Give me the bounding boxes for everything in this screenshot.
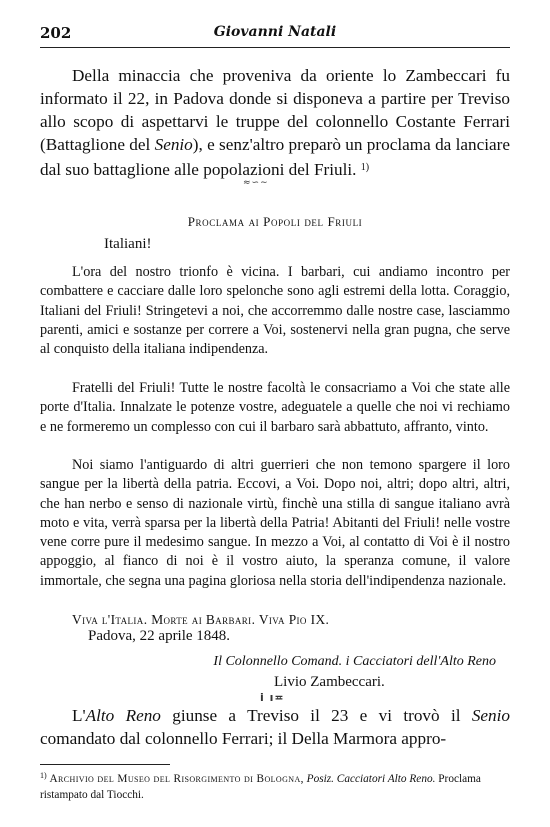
intro-text-1: Della minaccia che proveniva da oriente lo Zambeccari fu informato il 22, in Padova donde si disponeva a partire per Treviso allo scopo di aspettarvi le truppe del colonnello Costante Ferrari (Battaglione del: [40, 66, 510, 154]
running-title: Giovanni Natali: [213, 24, 337, 40]
footnote-ref: 1): [360, 162, 370, 173]
footnote-italic: Posiz. Cacciatori Alto Reno.: [303, 773, 436, 785]
footnote: [40, 768, 510, 803]
closing-italic-senio: Senio: [471, 706, 511, 725]
ink-mark: ≈∽∼: [243, 178, 269, 188]
closing-text-1: L': [72, 706, 86, 725]
closing-text-2: giunse a Treviso il 23 e vi trovò il: [160, 706, 472, 725]
place-date: Padova, 22 aprile 1848.: [88, 628, 231, 644]
closing-text-3: comandato dal colonnello Ferrari; il Della Marmora appro-: [40, 729, 447, 748]
page-header: [40, 24, 510, 44]
footnote-archive: Archivio del Museo del Risorgimento di Bologna,: [49, 773, 304, 785]
signature-title: Il Colonnello Comand. i Cacciatori dell'Alto Reno: [213, 654, 496, 669]
footnote-rule: [40, 764, 170, 765]
intro-text-2: ), e senz'altro preparò un proclama da lanciare dal suo battaglione alle popolazioni del Friuli.: [40, 135, 510, 179]
signature-name: Livio Zambeccari.: [274, 674, 385, 690]
proclamation-paragraph-2: Fratelli del Friuli! Tutte le nostre facoltà le consacriamo a Voi che state alle porte d'Italia. Innalzate le potenze vostre, adeguatele a quelle che noi vi rechiamo e ne formeremo un complesso con cui il barbaro sarà abbattuto, affranto, vinto.: [40, 380, 510, 435]
closing-italic-alto-reno: Alto Reno: [85, 706, 161, 725]
footnote-number: 1): [40, 771, 47, 780]
proclamation-paragraph-1: L'ora del nostro trionfo è vicina. I barbari, cui andiamo incontro per combattere e cacciare dalle loro spelonche sono agli estremi della lotta. Coraggio, Italiani del Friuli! Stringetevi a noi, che accorremmo dalle nostre case, lasciammo parenti, amici e sostanze per correre a Voi, sostenervi nella gran pugna, che serve al conquisto della italiana indipendenza.: [40, 264, 510, 358]
page-number: 202: [40, 24, 72, 42]
proclamation-paragraph-3: Noi siamo l'antiguardo di altri guerrieri che non temono spargere il loro sangue per la libertà della patria. Eccovi, a Voi. Dopo noi, altri; dopo altri, altri, che han nerbo e senso di nazionale virtù, finchè una stilla di sangue italiano avrà moto e vita, verrà sparsa per la libertà della Patria! Abitanti del Friuli! nelle vostre vene corre pure il medesimo sangue. In mezzo a Voi, al contatto di Voi è il nostro appoggio, al fianco di noi è il vostro aiuto, la speranza comune, il valore immortale, che segna una pagina gloriosa nella storia dell'indipendenza nazionale.: [40, 457, 510, 589]
proclamation-title: Proclama ai Popoli del Friuli: [187, 214, 363, 229]
proclamation-closing: Viva l'Italia. Morte ai Barbari. Viva Pio IX.: [72, 612, 330, 627]
proclamation-salutation: Italiani!: [104, 236, 152, 252]
footnote-rest: Proclama ristampato dal Tiocchi.: [40, 773, 481, 801]
closing-paragraph: [40, 704, 510, 750]
intro-paragraph: [40, 64, 510, 181]
header-rule: [40, 47, 510, 48]
intro-italic-senio: Senio: [154, 135, 193, 154]
ink-mark-2: i ı≖: [260, 691, 285, 704]
